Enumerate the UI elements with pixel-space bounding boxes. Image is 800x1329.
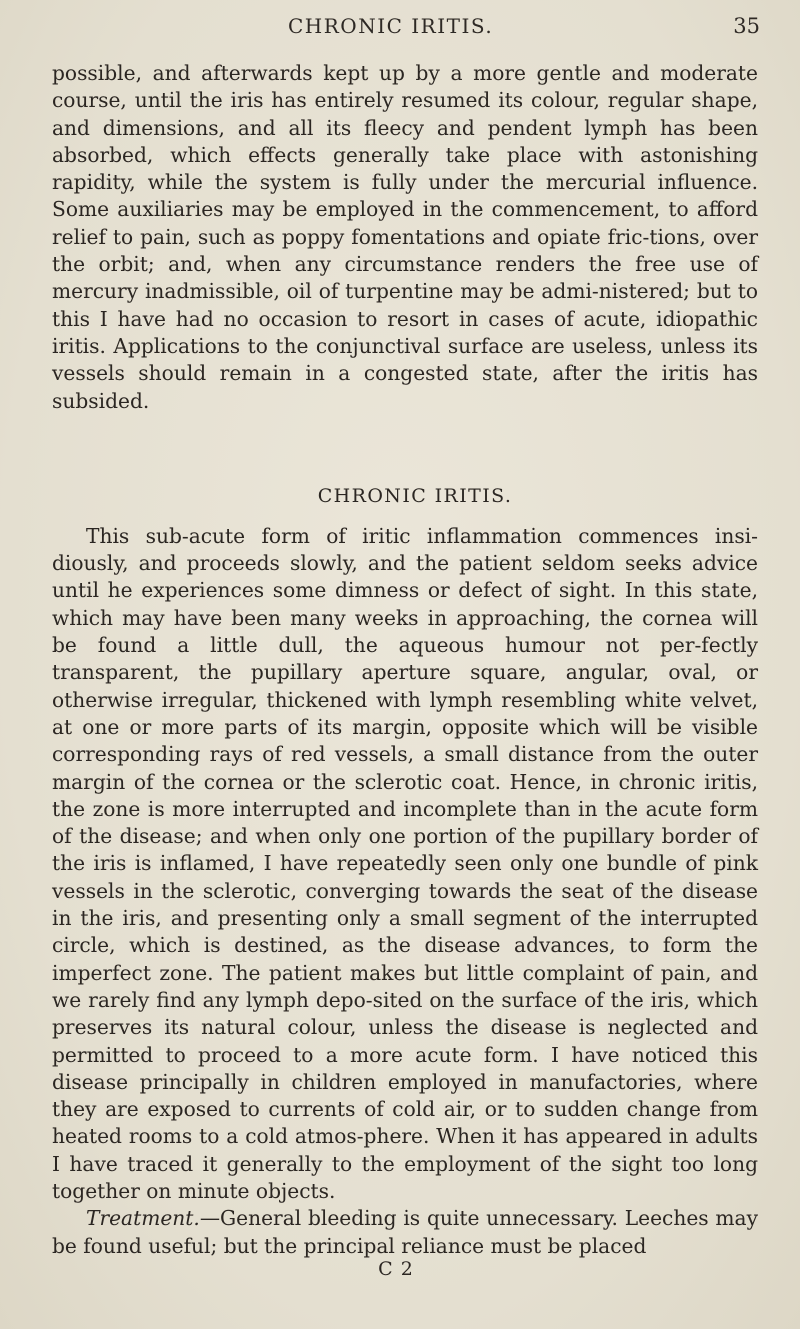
running-title: CHRONIC IRITIS.: [288, 14, 494, 38]
treatment-text: —General bleeding is quite unnecessary. Leeches may be found useful; but the principal reliance must be placed: [52, 1206, 758, 1258]
paragraph-continued: possible, and afterwards kept up by a more gentle and moderate course, until the iris has entirely resumed its colour, regular shape, and dimensions, and all its fleecy and pendent lymph has been absorbed, which effects generally take place with astonishing rapidity, while the system is fully under the mercurial influence. Some auxiliaries may be employed in the commencement, to afford relief to pain, such as poppy fomentations and opiate fric-tions, over the orbit; and, when any circumstance renders the free use of mercury inadmissible, oil of turpentine may be admi-nistered; but to this I have had no occasion to resort in cases of acute, idiopathic iritis. Applications to the conjunctival surface are useless, unless its vessels should remain in a congested state, after the iritis has subsided.: [52, 61, 758, 413]
running-head: [60, 14, 770, 54]
treatment-label: Treatment.: [86, 1206, 200, 1231]
body-text: [52, 60, 758, 1280]
page-number: 35: [733, 14, 760, 38]
signature-mark: C 2: [378, 1257, 414, 1280]
section-heading: CHRONIC IRITIS.: [317, 484, 513, 507]
paragraph-treatment: [52, 1205, 758, 1260]
paragraph-chronic-iritis: This sub-acute form of iritic inflammation commences insi-diously, and proceeds slowly, and the patient seldom seeks advice until he experiences some dimness or defect of sight. In this state, which may have been many weeks in approaching, the cornea will be found a little dull, the aqueous humour not per-fectly transparent, the pupillary aperture square, angular, oval, or otherwise irregular, thickened with lymph resembling white velvet, at one or more parts of its margin, opposite which will be visible corresponding rays of red vessels, a small distance from the outer margin of the cornea or the sclerotic coat. Hence, in chronic iritis, the zone is more interrupted and incomplete than in the acute form of the disease; and when only one portion of the pupillary border of the iris is inflamed, I have repeatedly seen only one bundle of pink vessels in the sclerotic, converging towards the seat of the disease in the iris, and presenting only a small segment of the interrupted circle, which is destined, as the disease advances, to form the imperfect zone. The patient makes but little complaint of pain, and we rarely find any lymph depo-sited on the surface of the iris, which preserves its natural colour, unless the disease is neglected and permitted to proceed to a more acute form. I have noticed this disease principally in children employed in manufactories, where they are exposed to currents of cold air, or to sudden change from heated rooms to a cold atmos-phere. When it has appeared in adults I have traced it generally to the employment of the sight too long together on minute objects.: [52, 523, 758, 1203]
